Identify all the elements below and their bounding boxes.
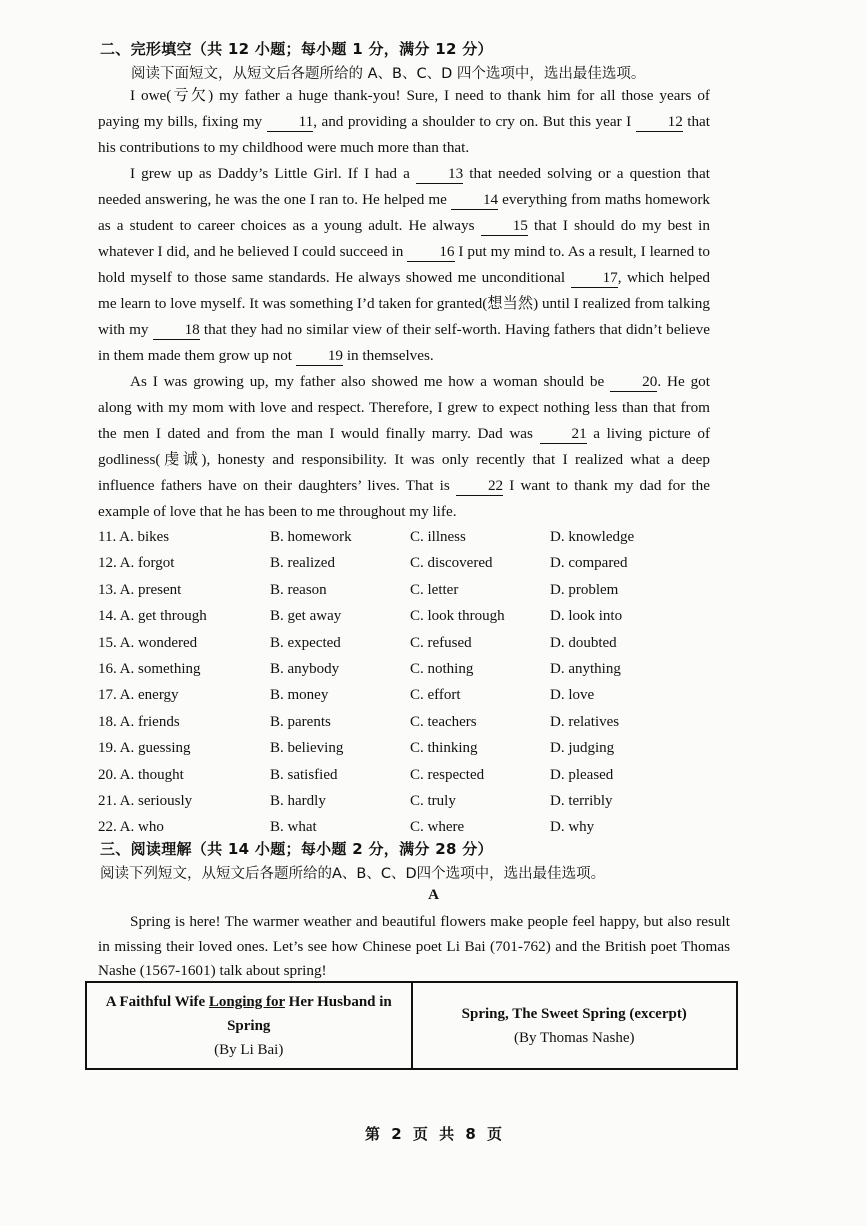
passage-letter: A [428, 887, 439, 903]
blank-17: 17 [571, 269, 618, 288]
option-row-17: 17. A. energy B. money C. effort D. love [98, 687, 595, 704]
section-2-title: 二、完形填空（共 12 小题；每小题 1 分，满分 12 分） [100, 40, 493, 58]
blank-19: 19 [296, 347, 343, 366]
option-row-11: 11. A. bikes B. homework C. illness D. knowledge [98, 529, 635, 545]
section-2-instruction: 阅读下面短文，从短文后各题所给的 A、B、C、D 四个选项中，选出最佳选项。 [131, 66, 646, 82]
option-row-16: 16. A. something B. anybody C. nothing D. anything [98, 660, 621, 677]
blank-11: 11 [267, 113, 314, 132]
cloze-paragraph-3: As I was growing up, my father also showed me how a woman should be 20. He got along with my mom with love and respect. Therefore, I grew to expect nothing less than that from the men I dated and from the man I would finally marry. Dad was 21 a living picture of godliness(虔诚), honesty and responsibility. It was only recently that I realized what a deep influence fathers have on their daughters’ lives. That is 22 I want to thank my dad for the example of love that he has been to me throughout my life. [98, 373, 711, 520]
blank-18: 18 [153, 321, 200, 340]
option-row-21: 21. A. seriously B. hardly C. truly D. terribly [98, 792, 613, 809]
option-row-12: 12. A. forgot B. realized C. discovered D. compared [98, 555, 628, 572]
blank-20: 20 [610, 373, 657, 392]
section-3-title: 三、阅读理解（共 14 小题；每小题 2 分，满分 28 分） [100, 840, 493, 858]
reading-passage-a [98, 910, 730, 984]
poem-1-author: (By Li Bai) [214, 1041, 284, 1058]
section-3-instruction: 阅读下列短文，从短文后各题所给的A、B、C、D四个选项中，选出最佳选项。 [100, 866, 606, 882]
poem-2-author: (By Thomas Nashe) [513, 1029, 635, 1046]
poem-cell-thomas-nashe [411, 983, 737, 1068]
option-row-15: 15. A. wondered B. expected C. refused D. doubted [98, 634, 617, 651]
cloze-options [98, 524, 718, 841]
option-row-13: 13. A. present B. reason C. letter D. problem [98, 581, 619, 598]
poem-table [85, 981, 738, 1070]
page-footer: 第 2 页 共 8 页 [365, 1125, 502, 1143]
option-row-20: 20. A. thought B. satisfied C. respected D. pleased [98, 766, 614, 783]
poem-1-title: A Faithful Wife Longing for Her Husband in Spring [105, 993, 392, 1034]
blank-21: 21 [540, 425, 587, 444]
poem-cell-li-bai [87, 983, 411, 1068]
option-row-19: 19. A. guessing B. believing C. thinking D. judging [98, 740, 615, 757]
option-row-22: 22. A. who B. what C. where D. why [98, 819, 595, 836]
blank-22: 22 [456, 477, 503, 496]
cloze-passage [98, 83, 710, 525]
cloze-paragraph-2: I grew up as Daddy’s Little Girl. If I had a 13 that needed solving or a question that needed answering, he was the one I ran to. He helped me 14 everything from maths homework as a student to career choices as a young adult. He always 15 that I should do my best in whatever I did, and he believed I could succeed in 16 I put my mind to. As a result, I learned to hold myself to those same standards. He always showed me unconditional 17, which helped me learn to love myself. It was something I’d taken for granted(想当然) until I realized from talking with my 18 that they had no similar view of their self-worth. Having fathers that didn’t believe in them made them grow up not 19 in themselves. [98, 165, 711, 364]
blank-14: 14 [451, 191, 498, 210]
cloze-paragraph-1: I owe(亏欠) my father a huge thank-you! Sure, I need to thank him for all those years of paying my bills, fixing my 11, and providing a shoulder to cry on. But this year I 12 that his contributions to my childhood were much more than that. [98, 87, 710, 156]
blank-16: 16 [407, 243, 454, 262]
blank-13: 13 [416, 165, 463, 184]
option-row-18: 18. A. friends B. parents C. teachers D. relatives [98, 713, 620, 730]
blank-15: 15 [481, 217, 528, 236]
poem-2-title: Spring, The Sweet Spring (excerpt) [461, 1005, 687, 1022]
blank-12: 12 [636, 113, 683, 132]
passage-a-intro: Spring is here! The warmer weather and beautiful flowers make people feel happy, but also result in missing their loved ones. Let’s see how Chinese poet Li Bai (701-762) and the British poet Thomas Nashe (1567-1601) talk about spring! [98, 913, 730, 979]
option-row-14: 14. A. get through B. get away C. look through D. look into [98, 608, 623, 625]
